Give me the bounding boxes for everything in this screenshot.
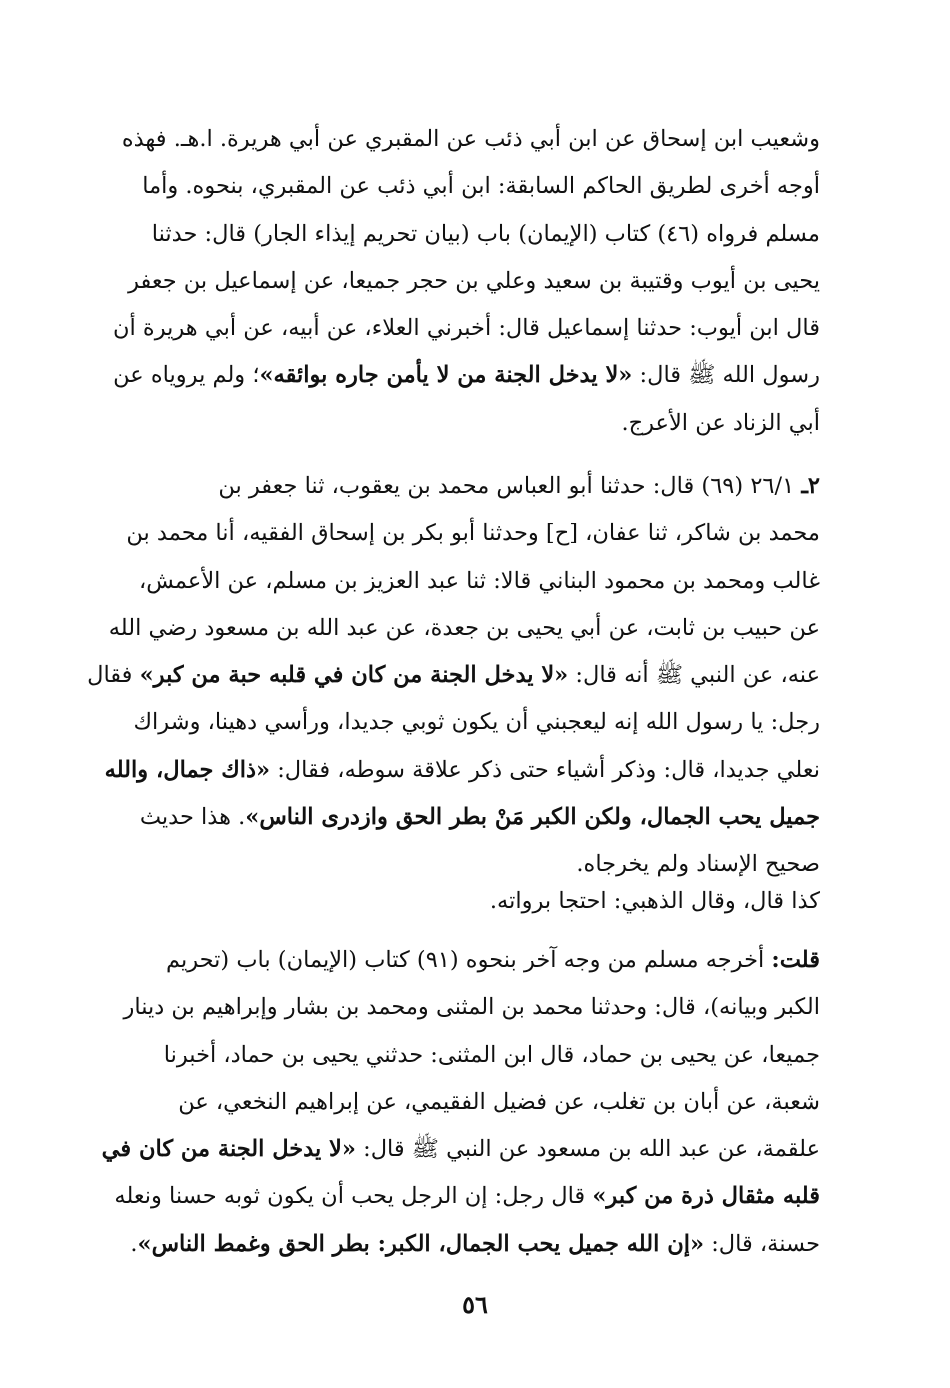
text-line: قلبه مثقال ذرة من كبر» قال رجل: إن الرجل يحب أن يكون ثوبه حسنا ونعله [114, 1183, 820, 1210]
text-line: قلت: أخرجه مسلم من وجه آخر بنحوه (٩١) كتاب (الإيمان) باب (تحريم [165, 947, 820, 973]
text-line: أبي الزناد عن الأعرج. [621, 409, 820, 436]
text-line: محمد بن شاكر، ثنا عفان، [ح] وحدثنا أبو بكر بن إسحاق الفقيه، أنا محمد بن [126, 520, 820, 547]
text-line: عن حبيب بن ثابت، عن أبي يحيى بن جعدة، عن عبد الله بن مسعود رضي الله [108, 614, 820, 641]
page-number: ٥٦ [462, 1290, 488, 1319]
text-line: صحيح الإسناد ولم يخرجاه. [576, 851, 820, 878]
text-line: رجل: يا رسول الله إنه ليعجبني أن يكون ثوبي جديدا، ورأسي دهينا، وشراك [133, 709, 820, 736]
text-line: شعبة، عن أبان بن تغلب، عن فضيل الفقيمي، عن إبراهيم النخعي، عن [178, 1088, 820, 1115]
text-line: نعلي جديدا، قال: وذكر أشياء حتى ذكر علاقة سوطه، فقال: «ذاك جمال، والله [104, 756, 820, 783]
text-line: حسنة، قال: «إن الله جميل يحب الجمال، الكبر: بطر الحق وغمط الناس». [130, 1230, 820, 1257]
text-line: رسول الله ﷺ قال: «لا يدخل الجنة من لا يأمن جاره بوائقه»؛ ولم يروياه عن [113, 362, 820, 389]
paragraph-3 [105, 878, 820, 925]
text-line: عنه، عن النبي ﷺ أنه قال: «لا يدخل الجنة من كان في قلبه حبة من كبر» فقال [87, 662, 820, 689]
text-line: مسلم فرواه (٤٦) كتاب (الإيمان) باب (بيان تحريم إيذاء الجار) قال: حدثنا [151, 220, 820, 247]
text-line: أوجه أخرى لطريق الحاكم السابقة: ابن أبي ذئب عن المقبري، بنحوه. وأما [142, 173, 820, 200]
text-line: قال ابن أيوب: حدثنا إسماعيل قال: أخبرني العلاء، عن أبيه، عن أبي هريرة أن [113, 315, 820, 342]
text-line: يحيى بن أيوب وقتيبة بن سعيد وعلي بن حجر جميعا، عن إسماعيل بن جعفر [128, 267, 820, 294]
text-line: ٢ـ ٢٦/١ (٦٩) قال: حدثنا أبو العباس محمد بن يعقوب، ثنا جعفر بن [218, 473, 820, 499]
text-line: علقمة، عن عبد الله بن مسعود عن النبي ﷺ قال: «لا يدخل الجنة من كان في [101, 1136, 820, 1163]
text-line: وشعيب ابن إسحاق عن ابن أبي ذئب عن المقبري عن أبي هريرة. ا.هـ. فهذه [121, 126, 820, 152]
paragraph-2 [87, 463, 820, 889]
paragraph-4 [101, 937, 820, 1268]
text-line: جميل يحب الجمال، ولكن الكبر مَنْ بطر الحق وازدرى الناس». هذا حديث [139, 804, 820, 831]
text-line: الكبر وبيانه)، قال: وحدثنا محمد بن المثنى ومحمد بن بشار وإبراهيم بن دينار [123, 994, 820, 1021]
text-line: غالب ومحمد بن محمود البناني قالا: ثنا عبد العزيز بن مسلم، عن الأعمش، [138, 567, 820, 594]
text-line: كذا قال، وقال الذهبي: احتجا برواته. [489, 888, 820, 914]
text-line: جميعا، عن يحيى بن حماد، قال ابن المثنى: حدثني يحيى بن حماد، أخبرنا [163, 1041, 820, 1068]
paragraph-1 [105, 116, 820, 447]
